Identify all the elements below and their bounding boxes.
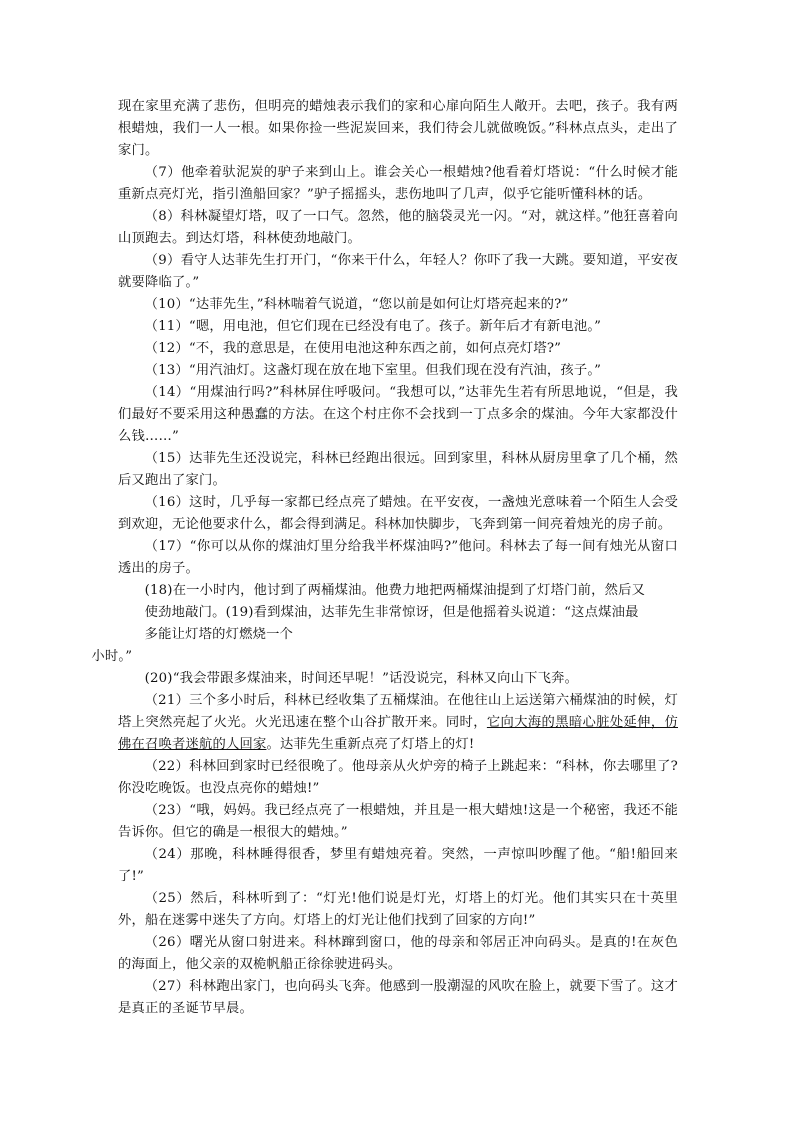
paragraph-20: (20)“我会带跟多煤油来，时间还早呢！”话没说完，科林又向山下飞奔。 xyxy=(144,671,579,686)
paragraph-18-19 xyxy=(91,580,678,668)
paragraph-24: （24）那晚，科林睡得很香，梦里有蜡烛亮着。突然，一声惊叫吵醒了他。“船!船回来了!” xyxy=(118,847,678,884)
paragraph-18-line-4: 小时。” xyxy=(91,649,133,664)
paragraph-21 xyxy=(118,690,678,756)
paragraph-continued: 现在家里充满了悲伤，但明亮的蜡烛表示我们的家和心扉向陌生人敞开。去吧，孩子。我有两根蜡烛，我们一人一根。如果你捡一些泥炭回来，我们待会儿就做晚饭。”科林点点头，走出了家门。 xyxy=(118,99,678,158)
paragraph-12: （12）“不，我的意思是，在使用电池这种东西之前，如何点亮灯塔?” xyxy=(144,341,562,356)
story-page xyxy=(91,96,678,1020)
paragraph-26: （26）曙光从窗口射进来。科林蹿到窗口，他的母亲和邻居正冲向码头。是真的!在灰色的海面上，他父亲的双桅帆船正徐徐驶进码头。 xyxy=(118,935,678,972)
paragraph-17: （17）“你可以从你的煤油灯里分给我半杯煤油吗?”他问。科林去了每一间有烛光从窗口透出的房子。 xyxy=(118,539,678,576)
paragraph-16: （16）这时，几乎每一家都已经点亮了蜡烛。在平安夜，一盏烛光意味着一个陌生人会受到欢迎，无论他要求什么，都会得到满足。科林加快脚步，飞奔到第一间亮着烛光的房子前。 xyxy=(118,495,678,532)
paragraph-21-end: 。达菲先生重新点亮了灯塔上的灯! xyxy=(266,737,475,752)
paragraph-14: （14）“用煤油行吗?”科林屏住呼吸问。“我想可以，”达菲先生若有所思地说，“但是，我们最好不要采用这种愚蠢的方法。在这个村庄你不会找到一丁点多余的煤油。今年大家都没什么钱……” xyxy=(118,385,678,444)
paragraph-8: （8）科林凝望灯塔，叹了一口气。忽然，他的脑袋灵光一闪。“对，就这样。”他狂喜着向山顶跑去。到达灯塔，科林使劲地敲门。 xyxy=(118,209,678,246)
underlined-sentence: 它向大海的黑暗心脏处延伸，仿佛在召唤者迷航的人回家 xyxy=(118,715,678,752)
paragraph-25: （25）然后，科林听到了：“灯光!他们说是灯光，灯塔上的灯光。他们其实只在十英里外，船在迷雾中迷失了方向。灯塔上的灯光让他们找到了回家的方向!” xyxy=(118,891,678,928)
paragraph-18-line-3: 多能让灯塔的灯燃烧一个 xyxy=(144,627,294,642)
paragraph-13: （13）“用汽油灯。这盏灯现在放在地下室里。但我们现在没有汽油，孩子。” xyxy=(144,363,602,378)
paragraph-23: （23）“哦，妈妈。我已经点亮了一根蜡烛，并且是一根大蜡烛!这是一个秘密，我还不能告诉你。但它的确是一根很大的蜡烛。” xyxy=(118,803,678,840)
paragraph-22: （22）科林回到家时已经很晚了。他母亲从火炉旁的椅子上跳起来：“科林，你去哪里了?你没吃晚饭。也没点亮你的蜡烛!” xyxy=(118,759,678,796)
paragraph-27: （27）科林跑出家门，也向码头飞奔。他感到一股潮湿的风吹在脸上，就要下雪了。这才是真正的圣诞节早晨。 xyxy=(118,979,678,1016)
paragraph-11: （11）“嗯，用电池，但它们现在已经没有电了。孩子。新年后才有新电池。” xyxy=(144,319,602,334)
paragraph-18-line-1: (18)在一小时内，他讨到了两桶煤油。他费力地把两桶煤油提到了灯塔门前，然后又 xyxy=(144,583,646,598)
paragraph-10: （10）“达菲先生，”科林喘着气说道，“您以前是如何让灯塔亮起来的?” xyxy=(144,297,569,312)
paragraph-9: （9）看守人达菲先生打开门，“你来干什么，年轻人？你吓了我一大跳。要知道，平安夜就要降临了。” xyxy=(118,253,678,290)
paragraph-7: （7）他牵着驮泥炭的驴子来到山上。谁会关心一根蜡烛?他看着灯塔说：“什么时候才能重新点亮灯光，指引渔船回家？”驴子摇摇头，悲伤地叫了几声，似乎它能听懂科林的话。 xyxy=(118,165,678,202)
paragraph-21-start: （21）三个多小时后，科林已经收集了五桶煤油。在他往山上运送第六桶煤油的时候，灯塔上突然亮起了火光。火光迅速在整个山谷扩散开来。同时， xyxy=(118,693,678,730)
paragraph-18-line-2: 使劲地敲门。(19)看到煤油，达菲先生非常惊讶，但是他摇着头说道：“这点煤油最 xyxy=(144,605,639,620)
paragraph-15: （15）达菲先生还没说完，科林已经跑出很远。回到家里，科林从厨房里拿了几个桶，然后又跑出了家门。 xyxy=(118,451,678,488)
